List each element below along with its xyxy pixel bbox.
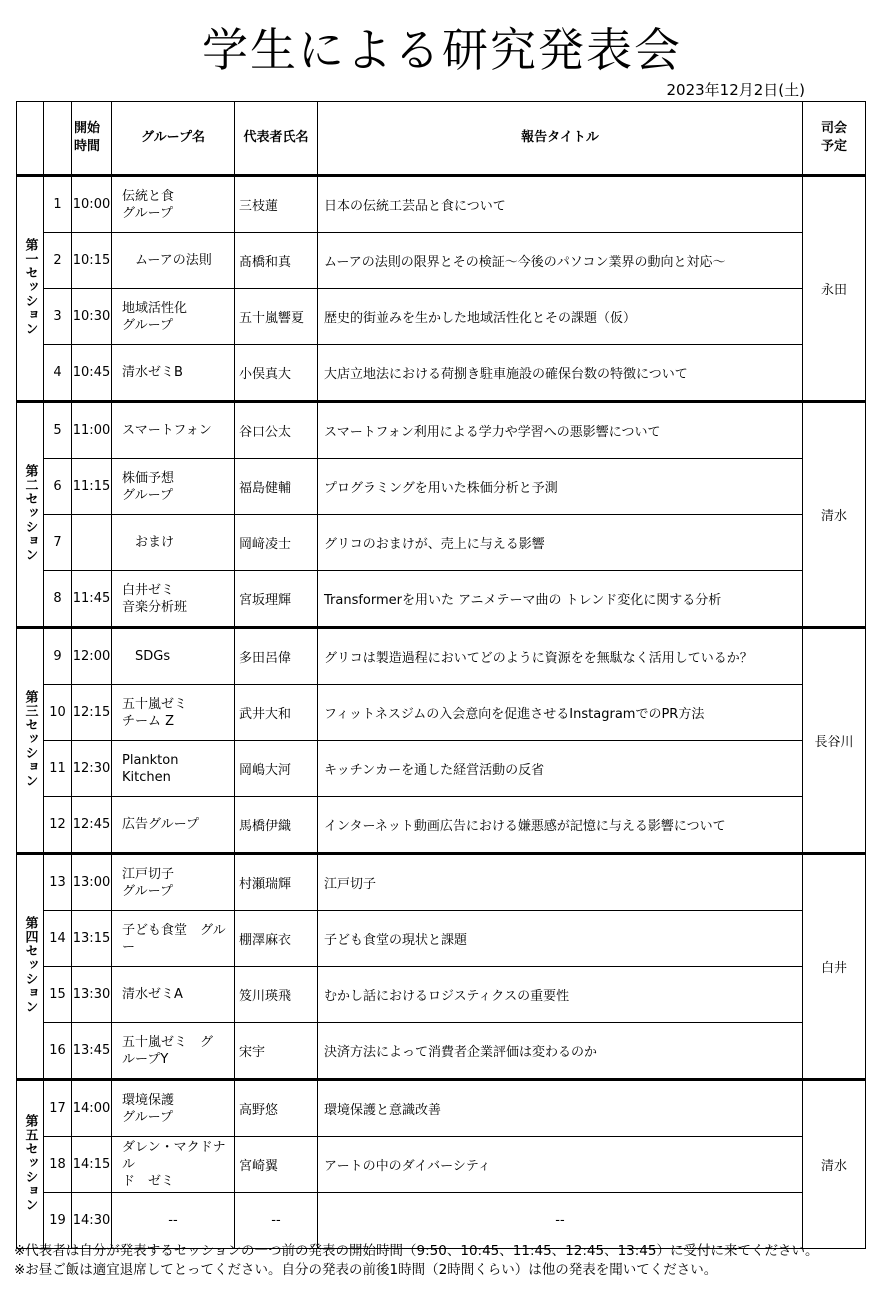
session-mc: 永田	[803, 176, 866, 402]
representative-name: 宮崎翼	[235, 1137, 318, 1193]
table-row	[17, 628, 866, 685]
report-title: グリコのおまけが、売上に与える影響	[318, 515, 803, 571]
representative-name: 髙橋和真	[235, 233, 318, 289]
report-title: フィットネスジムの入会意向を促進させるInstagramでのPR方法	[318, 685, 803, 741]
group-name: 白井ゼミ 音楽分析班	[112, 571, 235, 628]
group-name: 清水ゼミA	[112, 967, 235, 1023]
representative-name: 岡﨑凌士	[235, 515, 318, 571]
header-report-title: 報告タイトル	[318, 102, 803, 176]
start-time: 12:30	[72, 741, 112, 797]
group-name: --	[112, 1193, 235, 1249]
table-row	[17, 685, 866, 741]
session-name: 第四セッション	[22, 915, 38, 1014]
table-row	[17, 1137, 866, 1193]
start-time: 14:30	[72, 1193, 112, 1249]
header-group: グループ名	[112, 102, 235, 176]
report-title: プログラミングを用いた株価分析と予測	[318, 459, 803, 515]
row-number: 16	[44, 1023, 72, 1080]
header-start-time	[72, 102, 112, 176]
start-time: 13:45	[72, 1023, 112, 1080]
start-time: 11:15	[72, 459, 112, 515]
header-start-time-label: 開始時間	[74, 121, 101, 154]
table-body	[17, 176, 866, 1249]
representative-name: 宋宇	[235, 1023, 318, 1080]
start-time: 13:00	[72, 854, 112, 911]
report-title: Transformerを用いた アニメテーマ曲の トレンド変化に関する分析	[318, 571, 803, 628]
row-number: 6	[44, 459, 72, 515]
table-row	[17, 345, 866, 402]
table-row	[17, 854, 866, 911]
table-row	[17, 1023, 866, 1080]
report-title: 決済方法によって消費者企業評価は変わるのか	[318, 1023, 803, 1080]
report-title: キッチンカーを通した経営活動の反省	[318, 741, 803, 797]
row-number: 10	[44, 685, 72, 741]
start-time: 13:30	[72, 967, 112, 1023]
table-row	[17, 1080, 866, 1137]
header-mc	[803, 102, 866, 176]
report-title: 日本の伝統工芸品と食について	[318, 176, 803, 233]
start-time: 11:45	[72, 571, 112, 628]
schedule-table	[16, 101, 866, 1249]
report-title: ムーアの法則の限界とその検証～今後のパソコン業界の動向と対応～	[318, 233, 803, 289]
report-title: むかし話におけるロジスティクスの重要性	[318, 967, 803, 1023]
row-number: 13	[44, 854, 72, 911]
session-mc: 清水	[803, 1080, 866, 1249]
start-time: 12:00	[72, 628, 112, 685]
row-number: 12	[44, 797, 72, 854]
note-line: ※お昼ご飯は適宜退席してとってください。自分の発表の前後1時間（2時間くらい）は他の発表を聞いてください。	[14, 1262, 718, 1278]
table-row	[17, 967, 866, 1023]
session-name: 第二セッション	[22, 463, 38, 562]
table-row	[17, 515, 866, 571]
representative-name: 棚澤麻衣	[235, 911, 318, 967]
session-label	[17, 176, 44, 402]
report-title: 歴史的街並みを生かした地域活性化とその課題（仮）	[318, 289, 803, 345]
group-name: 五十嵐ゼミ グ ループY	[112, 1023, 235, 1080]
group-name: 広告グループ	[112, 797, 235, 854]
start-time	[72, 515, 112, 571]
representative-name: 村瀬瑞輝	[235, 854, 318, 911]
session-name: 第五セッション	[22, 1113, 38, 1212]
group-name: 清水ゼミB	[112, 345, 235, 402]
report-title: グリコは製造過程においてどのように資源をを無駄なく活用しているか？	[318, 628, 803, 685]
start-time: 14:15	[72, 1137, 112, 1193]
report-title: インターネット動画広告における嫌悪感が記憶に与える影響について	[318, 797, 803, 854]
report-title: スマートフォン利用による学力や学習への悪影響について	[318, 402, 803, 459]
representative-name: 岡嶋大河	[235, 741, 318, 797]
notes	[14, 1242, 876, 1280]
table-row	[17, 289, 866, 345]
session-name: 第三セッション	[22, 689, 38, 788]
start-time: 13:15	[72, 911, 112, 967]
report-title: --	[318, 1193, 803, 1249]
representative-name: 宮坂理輝	[235, 571, 318, 628]
row-number: 14	[44, 911, 72, 967]
representative-name: 小俣真大	[235, 345, 318, 402]
group-name: スマートフォン	[112, 402, 235, 459]
representative-name: 武井大和	[235, 685, 318, 741]
session-label	[17, 402, 44, 628]
group-name: 子ども食堂 グルー	[112, 911, 235, 967]
row-number: 1	[44, 176, 72, 233]
report-title: 子ども食堂の現状と課題	[318, 911, 803, 967]
table-row	[17, 741, 866, 797]
representative-name: 三枝蓮	[235, 176, 318, 233]
group-name: 伝統と食 グループ	[112, 176, 235, 233]
row-number: 7	[44, 515, 72, 571]
group-name: 地域活性化 グループ	[112, 289, 235, 345]
row-number: 8	[44, 571, 72, 628]
table-row	[17, 176, 866, 233]
row-number: 18	[44, 1137, 72, 1193]
row-number: 5	[44, 402, 72, 459]
session-mc: 清水	[803, 402, 866, 628]
group-name: 江戸切子 グループ	[112, 854, 235, 911]
group-name: 環境保護 グループ	[112, 1080, 235, 1137]
representative-name: 馬橋伊織	[235, 797, 318, 854]
row-number: 2	[44, 233, 72, 289]
table-header-row	[17, 102, 866, 176]
report-title: 大店立地法における荷捌き駐車施設の確保台数の特徴について	[318, 345, 803, 402]
row-number: 9	[44, 628, 72, 685]
group-name: ダレン・マクドナル ド ゼミ	[112, 1137, 235, 1193]
row-number: 4	[44, 345, 72, 402]
session-label	[17, 854, 44, 1080]
table-row	[17, 459, 866, 515]
representative-name: 谷口公太	[235, 402, 318, 459]
row-number: 19	[44, 1193, 72, 1249]
table-row	[17, 233, 866, 289]
representative-name: 高野悠	[235, 1080, 318, 1137]
row-number: 17	[44, 1080, 72, 1137]
start-time: 10:00	[72, 176, 112, 233]
group-name: SDGs	[112, 628, 235, 685]
table-row	[17, 797, 866, 854]
representative-name: --	[235, 1193, 318, 1249]
representative-name: 福島健輔	[235, 459, 318, 515]
header-session	[17, 102, 44, 176]
header-representative: 代表者氏名	[235, 102, 318, 176]
row-number: 3	[44, 289, 72, 345]
group-name: 株価予想 グループ	[112, 459, 235, 515]
session-label	[17, 1080, 44, 1249]
start-time: 12:15	[72, 685, 112, 741]
group-name: Plankton Kitchen	[112, 741, 235, 797]
start-time: 12:45	[72, 797, 112, 854]
start-time: 10:45	[72, 345, 112, 402]
row-number: 15	[44, 967, 72, 1023]
report-title: 環境保護と意識改善	[318, 1080, 803, 1137]
start-time: 11:00	[72, 402, 112, 459]
group-name: 五十嵐ゼミ チーム Z	[112, 685, 235, 741]
start-time: 14:00	[72, 1080, 112, 1137]
document-title: 学生による研究発表会	[202, 23, 682, 77]
start-time: 10:30	[72, 289, 112, 345]
row-number: 11	[44, 741, 72, 797]
representative-name: 五十嵐響夏	[235, 289, 318, 345]
representative-name: 笈川瑛飛	[235, 967, 318, 1023]
note-line: ※代表者は自分が発表するセッションの一つ前の発表の開始時間（9:50、10:45、11:45、12:45、13:45）に受付に来てください。	[14, 1243, 819, 1259]
event-date: 2023年12月2日(土)	[666, 81, 805, 99]
table-row	[17, 1193, 866, 1249]
session-label	[17, 628, 44, 854]
header-number	[44, 102, 72, 176]
table-row	[17, 402, 866, 459]
session-mc: 白井	[803, 854, 866, 1080]
session-mc: 長谷川	[803, 628, 866, 854]
group-name: おまけ	[112, 515, 235, 571]
table-row	[17, 571, 866, 628]
report-title: アートの中のダイバーシティ	[318, 1137, 803, 1193]
group-name: ムーアの法則	[112, 233, 235, 289]
report-title: 江戸切子	[318, 854, 803, 911]
representative-name: 多田呂偉	[235, 628, 318, 685]
header-mc-label: 司会予定	[820, 121, 847, 154]
table-row	[17, 911, 866, 967]
start-time: 10:15	[72, 233, 112, 289]
session-name: 第一セッション	[22, 237, 38, 336]
